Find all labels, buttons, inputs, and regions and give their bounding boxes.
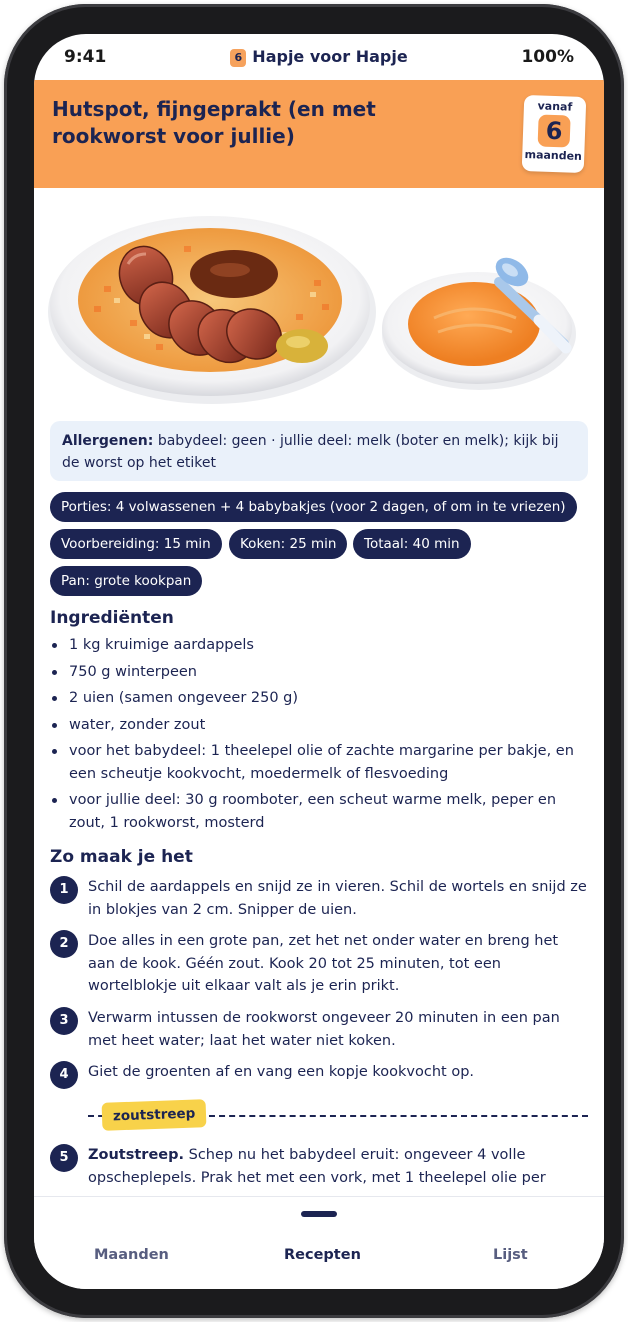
phone-frame	[4, 4, 624, 1318]
age-badge-suffix: maanden	[524, 147, 583, 163]
ingredient-item: voor jullie deel: 30 g roomboter, een scheut warme melk, peper en zout, 1 rookworst, mosterd	[50, 789, 590, 834]
pan-pill: Pan: grote kookpan	[50, 566, 202, 596]
step-text: Doe alles in een grote pan, zet het net onder water en breng het aan de kook. Géén zout. Kook 20 tot 25 minuten, tot een wortelblokje uit elkaar valt als je erin prikt.	[88, 933, 559, 994]
ingredient-item: 2 uien (samen ongeveer 250 g)	[50, 687, 590, 710]
portions-pill: Porties: 4 volwassenen + 4 babybakjes (voor 2 dagen, of om in te vriezen)	[50, 492, 577, 522]
ingredient-item: water, zonder zout	[50, 714, 590, 737]
ingredient-item: voor het babydeel: 1 theelepel olie of zachte margarine per bakje, en een scheutje kookvocht, moedermelk of flesvoeding	[50, 740, 590, 785]
step-number: 3	[50, 1007, 78, 1035]
battery-level: 100%	[521, 47, 574, 67]
allergen-info	[50, 421, 588, 481]
allergen-label: Allergenen:	[62, 433, 154, 449]
drag-handle[interactable]	[301, 1211, 337, 1217]
ingredient-item: 750 g winterpeen	[50, 661, 590, 684]
step-body: Schep nu het babydeel eruit: ongeveer 4 volle opscheplepels. Prak het met een vork, met 1 theelepel olie per	[88, 1147, 546, 1186]
recipe-title: Hutspot, fijngeprakt (en met rookworst voor jullie)	[52, 97, 376, 148]
cook-time-pill: Koken: 25 min	[229, 529, 347, 559]
prep-time-pill: Voorbereiding: 15 min	[50, 529, 222, 559]
step-text: Schil de aardappels en snijd ze in vieren. Schil de wortels en snijd ze in blokjes van 2 cm. Snipper de uien.	[88, 879, 587, 918]
recipe-header	[34, 80, 604, 188]
nav-tab-lijst[interactable]: Lijst	[493, 1247, 528, 1263]
app-screen	[34, 34, 604, 1289]
status-time: 9:41	[64, 47, 107, 67]
ingredient-item: 1 kg kruimige aardappels	[50, 634, 590, 657]
allergen-text: babydeel: geen · jullie deel: melk (boter en melk); kijk bij de worst op het etiket	[62, 433, 559, 471]
bottom-nav	[34, 1196, 604, 1289]
ingredients-heading: Ingrediënten	[50, 608, 174, 628]
step-text: Verwarm intussen de rookworst ongeveer 20 minuten in een pan met heet water; laat het water niet koken.	[88, 1010, 560, 1049]
step-number: 1	[50, 876, 78, 904]
app-title	[34, 47, 604, 67]
status-bar	[34, 34, 604, 80]
ingredients-list	[50, 634, 590, 838]
step-text: Giet de groenten af en vang een kopje kookvocht op.	[88, 1064, 475, 1080]
step-number: 4	[50, 1061, 78, 1089]
nav-tab-recepten[interactable]: Recepten	[284, 1247, 361, 1263]
recipe-photo	[34, 194, 604, 424]
nav-tab-maanden[interactable]: Maanden	[94, 1247, 169, 1263]
step-text	[88, 1144, 588, 1189]
app-name: Hapje voor Hapje	[252, 47, 408, 66]
step-number: 2	[50, 930, 78, 958]
salt-line-tag: zoutstreep	[102, 1099, 207, 1131]
total-time-pill: Totaal: 40 min	[353, 529, 471, 559]
age-badge-number: 6	[538, 114, 571, 147]
age-badge	[522, 95, 587, 173]
app-logo-icon: 6	[230, 49, 246, 67]
age-badge-prefix: vanaf	[537, 99, 573, 114]
step-number: 5	[50, 1144, 78, 1172]
step-bold-lead: Zoutstreep.	[88, 1147, 184, 1163]
steps-heading: Zo maak je het	[50, 847, 193, 867]
